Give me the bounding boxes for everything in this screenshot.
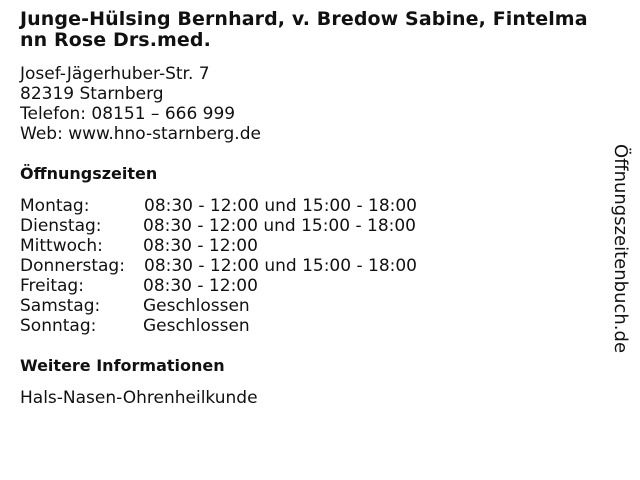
day-label: Dienstag:	[20, 216, 102, 236]
specialty-text: Hals-Nasen-Ohrenheilkunde	[20, 388, 258, 408]
time-value: 08:30 - 12:00 und 15:00 - 18:00	[144, 196, 417, 216]
website-link: Web: www.hno-starnberg.de	[20, 124, 261, 144]
time-value: 08:30 - 12:00	[143, 236, 258, 256]
day-label: Donnerstag:	[20, 256, 125, 276]
day-label: Montag:	[20, 196, 90, 216]
brand-vertical-label: Öffnungszeitenbuch.de	[610, 144, 631, 354]
hours-row-wednesday	[20, 236, 600, 256]
listing-card	[20, 9, 600, 408]
time-value: 08:30 - 12:00 und 15:00 - 18:00	[143, 216, 416, 236]
more-info-heading: Weitere Informationen	[20, 356, 225, 375]
opening-hours-heading: Öffnungszeiten	[20, 164, 158, 183]
hours-row-friday	[20, 276, 600, 296]
phone-number: Telefon: 08151 – 666 999	[20, 104, 236, 124]
time-value: 08:30 - 12:00	[143, 276, 258, 296]
hours-row-saturday	[20, 296, 600, 316]
day-label: Freitag:	[20, 276, 84, 296]
time-value: 08:30 - 12:00 und 15:00 - 18:00	[144, 256, 417, 276]
brand-sidebar	[600, 135, 640, 363]
hours-row-tuesday	[20, 216, 600, 236]
day-label: Mittwoch:	[20, 236, 103, 256]
time-value: Geschlossen	[143, 316, 250, 336]
hours-row-thursday	[20, 256, 600, 276]
opening-hours-table	[20, 196, 600, 336]
address-block	[20, 64, 600, 144]
hours-row-monday	[20, 196, 600, 216]
hours-row-sunday	[20, 316, 600, 336]
day-label: Samstag:	[20, 296, 101, 316]
time-value: Geschlossen	[143, 296, 250, 316]
page-title: Junge-Hülsing Bernhard, v. Bredow Sabine, Fintelmann Rose Drs.med.	[20, 8, 588, 51]
day-label: Sonntag:	[20, 316, 97, 336]
street-address: Josef-Jägerhuber-Str. 7	[20, 64, 210, 84]
city-address: 82319 Starnberg	[20, 84, 164, 104]
